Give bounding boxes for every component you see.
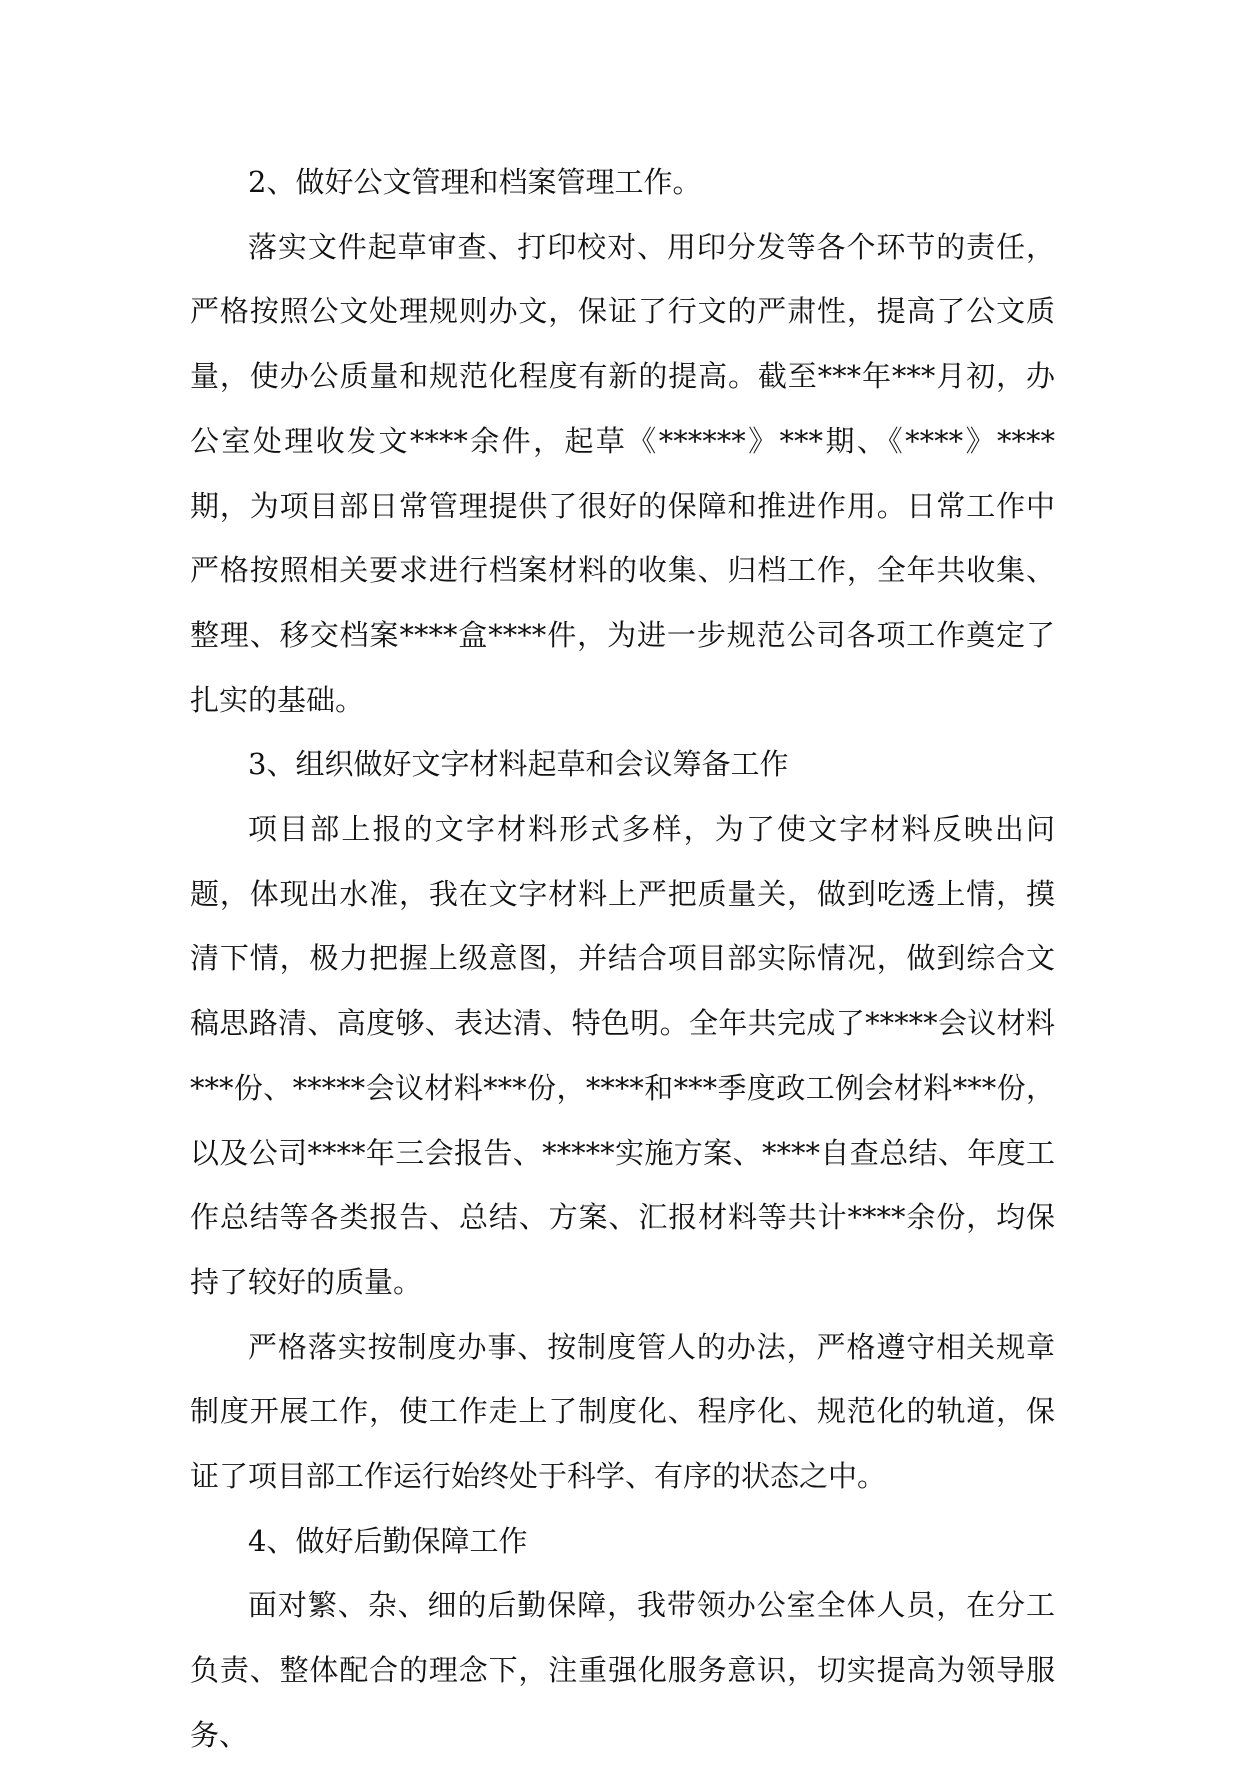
paragraph-regulations: 严格落实按制度办事、按制度管人的办法，严格遵守相关规章制度开展工作，使工作走上了制度化、程序化、规范化的轨道，保证了项目部工作运行始终处于科学、有序的状态之中。 (190, 1329, 1055, 1494)
heading-section-2: 2、做好公文管理和档案管理工作。 (248, 165, 702, 199)
heading-section-3: 3、组织做好文字材料起草和会议筹备工作 (248, 747, 789, 782)
paragraph-writing-materials: 项目部上报的文字材料形式多样，为了使文字材料反映出问题，体现出水准，我在文字材料上严把质量关，做到吃透上情，摸清下情，极力把握上级意图，并结合项目部实际情况，做到综合文稿思路清、高度够、表达清、特色明。全年共完成了*****会议材料***份、*****会议材料***份，****和***季度政工例会材料***份，以及公司****年三会报告、*****实施方案、****自查总结、年度工作总结等各类报告、总结、方案、汇报材料等共计****余份，均保持了较好的质量。 (190, 812, 1055, 1299)
paragraph-logistics: 面对繁、杂、细的后勤保障，我带领办公室全体人员，在分工负责、整体配合的理念下，注重强化服务意识，切实提高为领导服务、 (190, 1588, 1055, 1752)
paragraph-document-management: 落实文件起草审查、打印校对、用印分发等各个环节的责任，严格按照公文处理规则办文，保证了行文的严肃性，提高了公文质量，使办公质量和规范化程度有新的提高。截至***年***月初，办公室处理收发文****余件，起草《******》***期、《****》****期，为项目部日常管理提供了很好的保障和推进作用。日常工作中严格按照相关要求进行档案材料的收集、归档工作，全年共收集、整理、移交档案****盒****件，为进一步规范公司各项工作奠定了扎实的基础。 (190, 229, 1055, 717)
document-body (190, 150, 1055, 1768)
heading-section-4: 4、做好后勤保障工作 (248, 1523, 528, 1558)
